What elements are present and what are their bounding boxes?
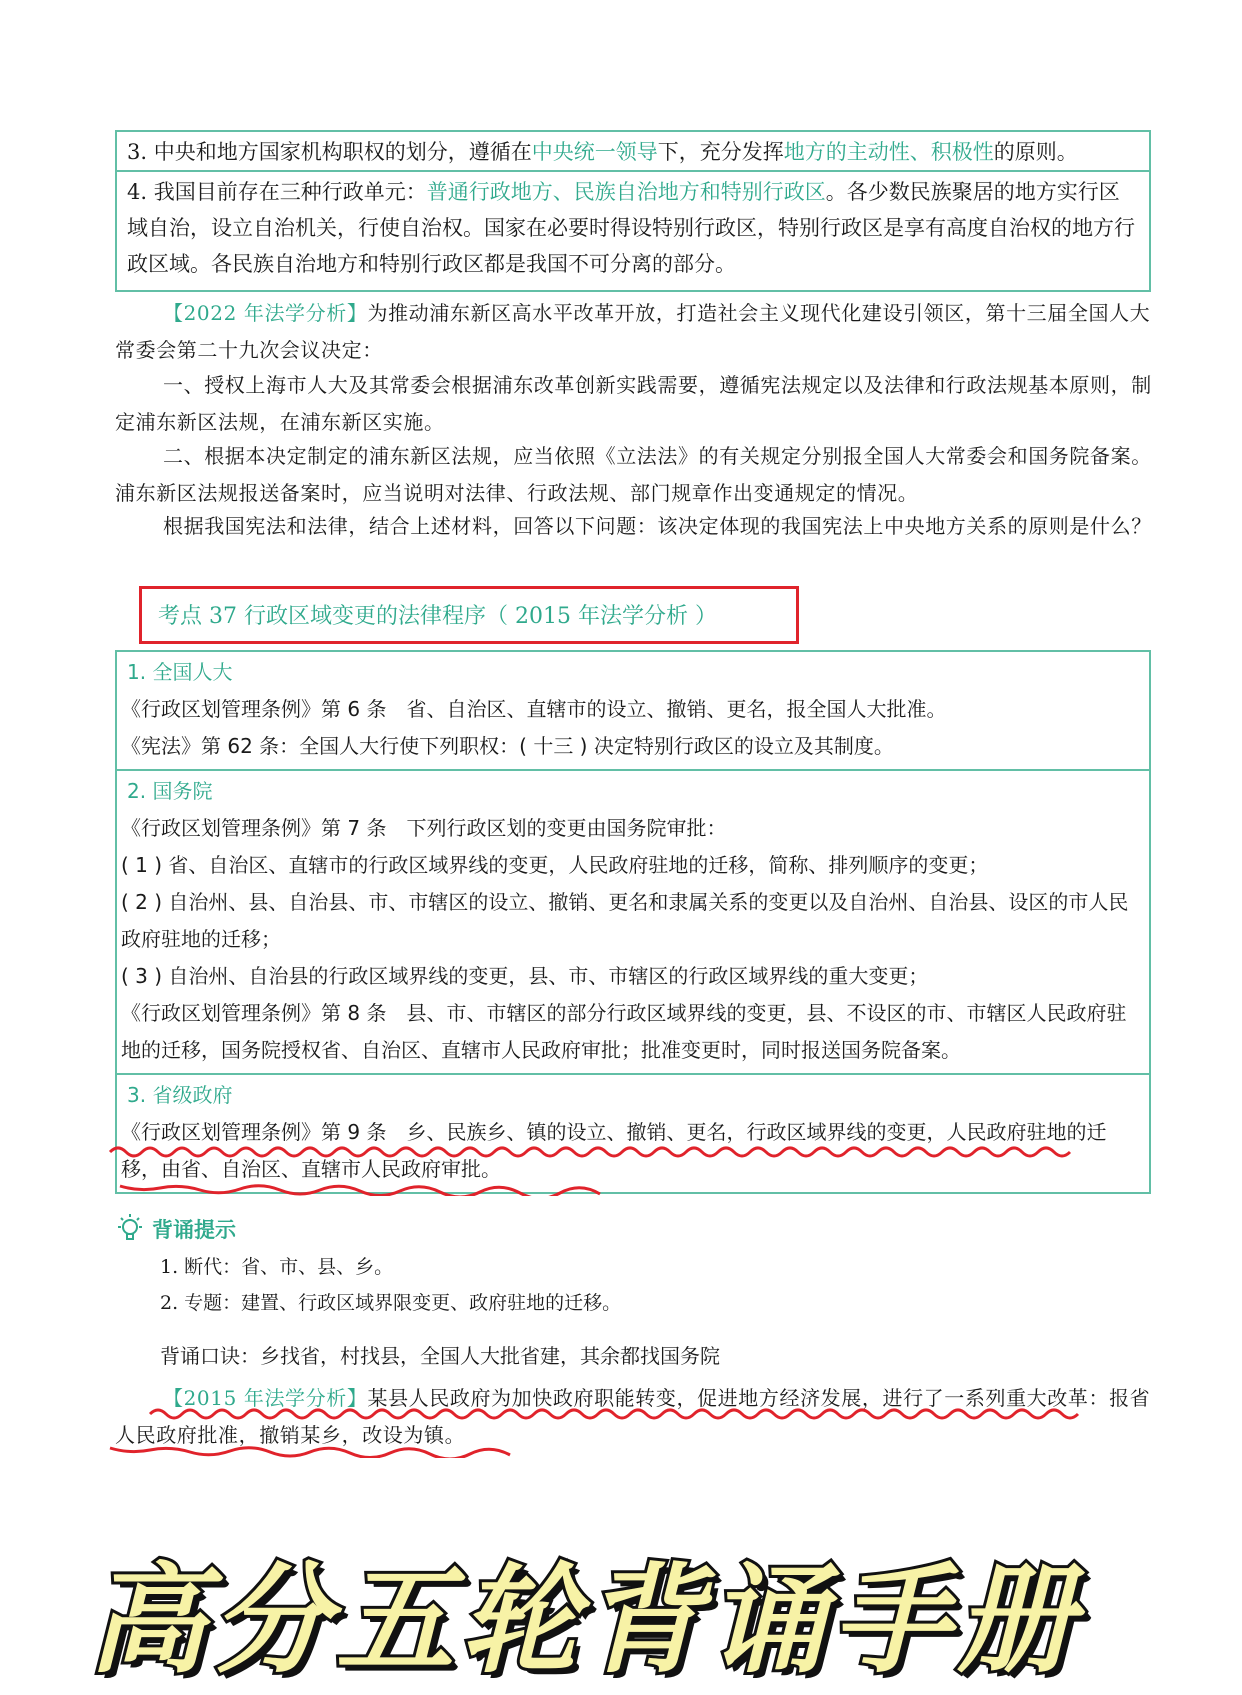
- npc-rule-1: 《行政区划管理条例》第 6 条 省、自治区、直辖市的设立、撤销、更名，报全国人大批准。: [121, 697, 947, 721]
- principle-row-3: [117, 132, 1149, 172]
- tips-mnemonic: 背诵口诀：乡找省，村找县，全国人大批省建，其余都找国务院: [160, 1344, 720, 1368]
- analysis-2022-intro: [115, 295, 1155, 369]
- row3-suffix: 的原则。: [993, 140, 1078, 164]
- section-title-box: [139, 586, 799, 644]
- npc-heading: 1. 全国人大: [127, 660, 233, 684]
- analysis-2022-p1: 一、授权上海市人大及其常委会根据浦东改革创新实践需要，遵循宪法规定以及法律和行政法规基本原则，制定浦东新区法规，在浦东新区实施。: [115, 373, 1152, 434]
- analysis-2015-text: 某县人民政府为加快政府职能转变，促进地方经济发展，进行了一系列重大改革：报省人民政府批准，撤销某乡，改设为镇。: [115, 1386, 1151, 1447]
- tips-title: 背诵提示: [152, 1218, 236, 1242]
- row4-prefix: 4. 我国目前存在三种行政单元：: [127, 180, 427, 204]
- state-council-rule-1: 《行政区划管理条例》第 7 条 下列行政区划的变更由国务院审批：: [121, 816, 727, 840]
- state-council-rule-2: ( 1 ) 省、自治区、直辖市的行政区域界线的变更，人民政府驻地的迁移，简称、排列顺序的变更；: [121, 853, 989, 877]
- provincial-rule-1: 《行政区划管理条例》第 9 条 乡、民族乡、镇的设立、撤销、更名，行政区域界线的变更，人民政府驻地的迁移，由省、自治区、直辖市人民政府审批。: [121, 1120, 1107, 1181]
- red-underline-squiggle: [0, 1144, 1242, 1160]
- banner-title: 高分五轮背诵手册: [88, 1551, 1081, 1689]
- row4-suffix: 。各少数民族聚居的地方实行区域自治，设立自治机关，行使自治权。国家在必要时得设特别行政区，特别行政区是享有高度自治权的地方行政区域。各民族自治地方和特别行政区都是我国不可分离的部分。: [127, 180, 1135, 276]
- row3-highlight-1: 中央统一领导: [531, 140, 658, 164]
- npc-rule-2: 《宪法》第 62 条：全国人大行使下列职权：( 十三 ) 决定特别行政区的设立及其制度。: [121, 734, 894, 758]
- tips-item-1: 1. 断代：省、市、县、乡。: [160, 1256, 394, 1278]
- state-council-rule-3: ( 2 ) 自治州、县、自治县、市、市辖区的设立、撤销、更名和隶属关系的变更以及自治州、自治县、设区的市人民政府驻地的迁移；: [121, 890, 1129, 951]
- row3-mid: 下，充分发挥: [657, 140, 784, 164]
- procedure-row-npc: [117, 652, 1149, 771]
- procedure-table: [115, 650, 1151, 1194]
- principles-table: [115, 130, 1151, 292]
- row3-prefix: 3. 中央和地方国家机构职权的划分，遵循在: [127, 140, 532, 164]
- state-council-rule-4: ( 3 ) 自治州、自治县的行政区域界线的变更，县、市、市辖区的行政区域界线的重大变更；: [121, 964, 929, 988]
- provincial-heading: 3. 省级政府: [127, 1083, 233, 1107]
- row4-highlight: 普通行政地方、民族自治地方和特别行政区: [426, 180, 826, 204]
- analysis-2015-tag: 【2015 年法学分析】: [163, 1386, 368, 1410]
- procedure-row-provincial: [117, 1075, 1149, 1192]
- principle-row-4: [117, 172, 1149, 290]
- section-title: 考点 37 行政区域变更的法律程序（ 2015 年法学分析 ）: [158, 604, 717, 629]
- tips-item-2: 2. 专题：建置、行政区域界限变更、政府驻地的迁移。: [160, 1292, 622, 1314]
- red-underline-squiggle: [0, 1442, 1242, 1458]
- procedure-row-state-council: [117, 771, 1149, 1075]
- state-council-heading: 2. 国务院: [127, 779, 213, 803]
- row3-highlight-2: 地方的主动性、积极性: [783, 140, 994, 164]
- analysis-2022-p2: 二、根据本决定制定的浦东新区法规，应当依照《立法法》的有关规定分别报全国人大常委会和国务院备案。浦东新区法规报送备案时，应当说明对法律、行政法规、部门规章作出变通规定的情况。: [115, 444, 1152, 505]
- analysis-2022-tag: 【2022 年法学分析】: [163, 301, 368, 325]
- red-underline-squiggle: [0, 1180, 1242, 1196]
- analysis-2022-intro-text: 为推动浦东新区高水平改革开放，打造社会主义现代化建设引领区，第十三届全国人大常委会第二十九次会议决定：: [115, 301, 1151, 362]
- analysis-2022-question: 根据我国宪法和法律，结合上述材料，回答以下问题：该决定体现的我国宪法上中央地方关系的原则是什么？: [163, 514, 1152, 538]
- state-council-rule-5: 《行政区划管理条例》第 8 条 县、市、市辖区的部分行政区域界线的变更，县、不设区的市、市辖区人民政府驻地的迁移，国务院授权省、自治区、直辖市人民政府审批；批准变更时，同时报送国务院备案。: [121, 1001, 1127, 1062]
- lightbulb-icon: [115, 1212, 145, 1244]
- red-underline-squiggle: [0, 1406, 1242, 1422]
